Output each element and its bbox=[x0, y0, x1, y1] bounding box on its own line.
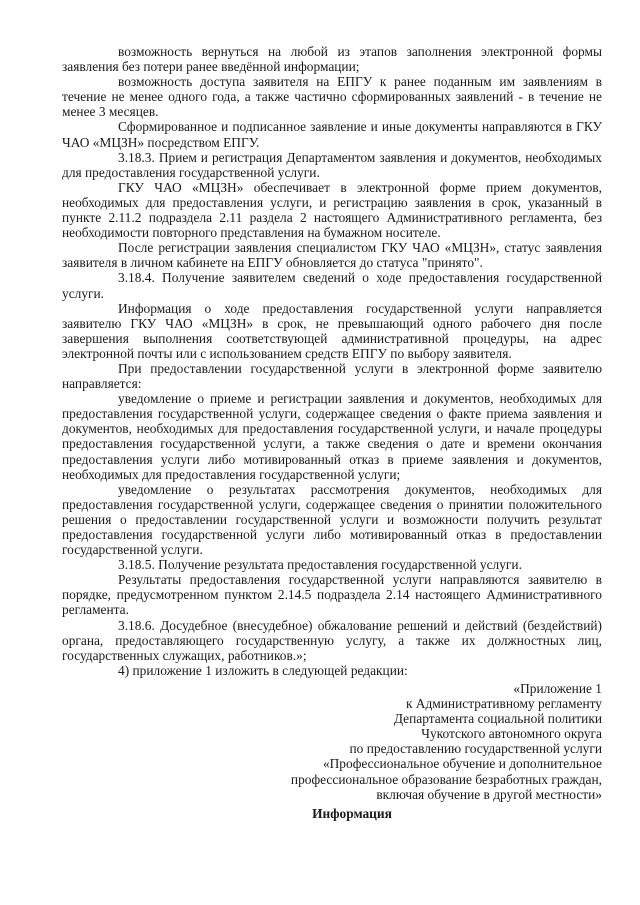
paragraph: При предоставлении государственной услуги в электронной форме заявителю направляется: bbox=[62, 360, 602, 392]
paragraph: уведомление о приеме и регистрации заявления и документов, необходимых для предоставления государственной услуги, содержащее сведения о факте приема заявления и документов, необходимых для предоставления государственной услуги, и начале процедуры предоставления государственной услуги, а также сведения о дате и времени окончания предоставления услуги либо мотивированный отказ в приеме заявления и документов, необходимых для предоставления государственной услуги; bbox=[62, 391, 602, 482]
paragraph: уведомление о результатах рассмотрения документов, необходимых для предоставления государственной услуги, содержащее сведения о принятии положительного решения о предоставлении государственной услуги и возможности получить результат предоставления государственной услуги либо мотивированный отказ в предоставлении государственной услуги. bbox=[62, 481, 602, 558]
appendix-header bbox=[62, 681, 602, 802]
paragraph: возможность доступа заявителя на ЕПГУ к ранее поданным им заявлениям в течение не менее одного года, а также частично сформированных заявлений - в течение не менее 3 месяцев. bbox=[62, 74, 602, 120]
appendix-header-line: Департамента социальной политики bbox=[393, 711, 602, 727]
appendix-header-line: «Профессиональное обучение и дополнительное bbox=[322, 756, 602, 772]
appendix-header-line: к Административному регламенту bbox=[405, 696, 602, 712]
section-heading: Информация bbox=[312, 805, 392, 821]
paragraph: возможность вернуться на любой из этапов заполнения электронной формы заявления без потери ранее введённой информации; bbox=[62, 44, 602, 75]
appendix-header-line: «Приложение 1 bbox=[513, 680, 602, 696]
appendix-header-line: включая обучение в другой местности» bbox=[376, 786, 602, 802]
paragraph: Информация о ходе предоставления государственной услуги направляется заявителю ГКУ ЧАО «МЦЗН» в срок, не превышающий одного рабочего дня после завершения выполнения соответствующей административной процедуры, на адрес электронной почты или с использованием средств ЕПГУ по выбору заявителя. bbox=[62, 300, 602, 361]
paragraph: 3.18.6. Досудебное (внесудебное) обжалование решений и действий (бездействий) органа, предоставляющего государственную услугу, а также их должностных лиц, государственных служащих, работников.»; bbox=[62, 617, 602, 663]
paragraph: 3.18.3. Прием и регистрация Департаментом заявления и документов, необходимых для предоставления государственной услуги. bbox=[62, 149, 602, 180]
paragraph: 4) приложение 1 изложить в следующей редакции: bbox=[118, 662, 408, 678]
appendix-header-line: профессиональное образование безработных граждан, bbox=[290, 771, 602, 787]
appendix-header-line: Чукотского автономного округа bbox=[421, 726, 602, 742]
paragraph: После регистрации заявления специалистом ГКУ ЧАО «МЦЗН», статус заявления заявителя в личном кабинете на ЕПГУ обновляется до статуса "принято". bbox=[62, 240, 602, 271]
appendix-header-line: по предоставлению государственной услуги bbox=[349, 741, 602, 757]
paragraph: 3.18.5. Получение результата предоставления государственной услуги. bbox=[118, 557, 522, 573]
document-page bbox=[62, 44, 602, 821]
paragraph: ГКУ ЧАО «МЦЗН» обеспечивает в электронной форме прием документов, необходимых для предоставления услуги, и регистрацию заявления в срок, указанный в пункте 2.11.2 подраздела 2.11 раздела 2 настоящего Административного регламента, без необходимости повторного представления на бумажном носителе. bbox=[62, 179, 602, 241]
paragraph: Результаты предоставления государственной услуги направляются заявителю в порядке, предусмотренном пунктом 2.14.5 подраздела 2.14 настоящего Административного регламента. bbox=[62, 572, 602, 618]
paragraph: 3.18.4. Получение заявителем сведений о ходе предоставления государственной услуги. bbox=[62, 270, 602, 301]
paragraph: Сформированное и подписанное заявление и иные документы направляются в ГКУ ЧАО «МЦЗН» посредством ЕПГУ. bbox=[62, 119, 602, 150]
